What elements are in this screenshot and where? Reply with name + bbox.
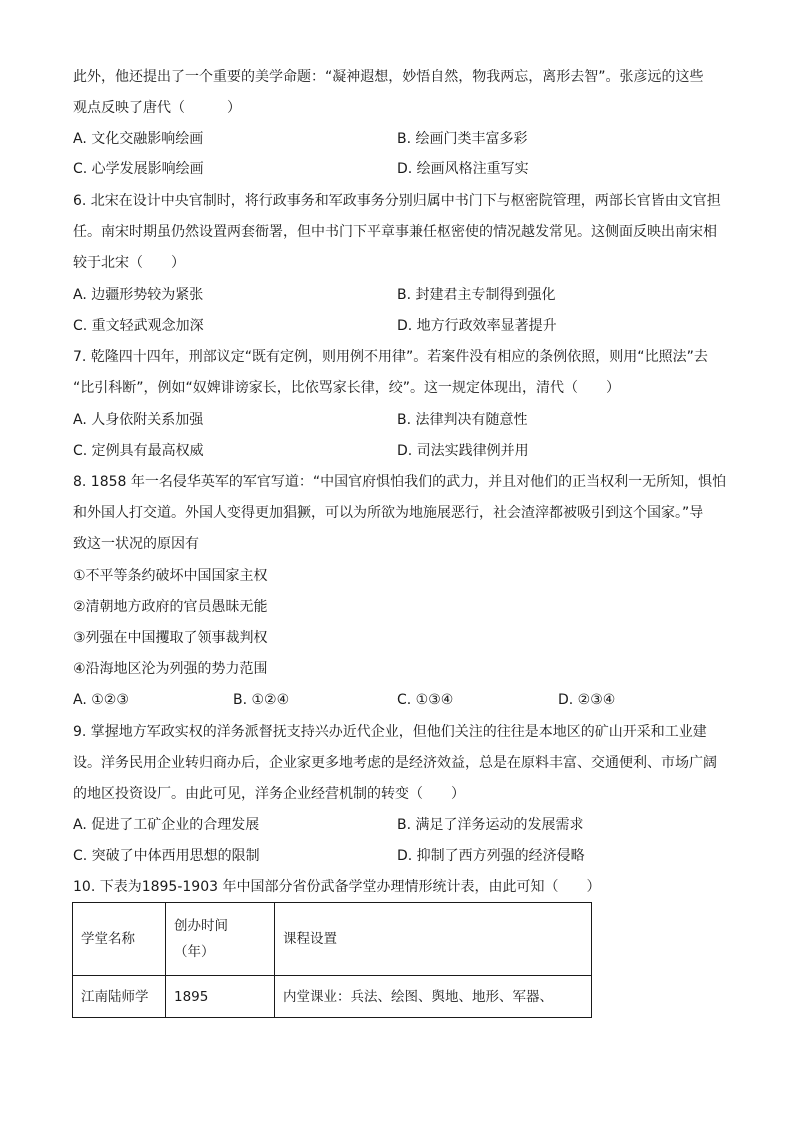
military-academy-table — [72, 902, 592, 1018]
q6-stem-line-3: 较于北宋（ ） — [73, 255, 185, 271]
q8-statement-4: ④沿海地区沦为列强的势力范围 — [73, 661, 268, 677]
table-header-founding-year — [166, 903, 275, 976]
q8-stem-line-2: 和外国人打交道。外国人变得更加猖獗，可以为所欲为地施展恶行，社会渣滓都被吸引到这个国家。”导 — [73, 505, 704, 521]
q8-option-d: D. ②③④ — [558, 692, 616, 708]
q8-stem-line-3: 致这一状况的原因有 — [73, 536, 199, 552]
q6-option-d: D. 地方行政效率显著提升 — [397, 318, 557, 334]
table-cell-school-name: 江南陆师学 — [73, 976, 166, 1018]
q5-stem-line-1: 此外，他还提出了一个重要的美学命题：“凝神遐想，妙悟自然，物我两忘，离形去智”。张彦远的这些 — [73, 69, 704, 85]
q6-stem-line-2: 任。南宋时期虽仍然设置两套衙署，但中书门下平章事兼任枢密使的情况越发常见。这侧面反映出南宋相 — [73, 224, 717, 240]
table-header-curriculum: 课程设置 — [275, 903, 592, 976]
q5-option-d: D. 绘画风格注重写实 — [397, 161, 529, 177]
q8-option-b: B. ①②④ — [233, 692, 290, 708]
q5-option-a: A. 文化交融影响绘画 — [73, 131, 204, 147]
table-header-founding-year-line-1: 创办时间 — [174, 918, 228, 934]
q6-option-c: C. 重文轻武观念加深 — [73, 318, 204, 334]
q9-option-a: A. 促进了工矿企业的合理发展 — [73, 817, 260, 833]
table-cell-curriculum: 内堂课业：兵法、绘图、舆地、地形、军器、 — [275, 976, 592, 1018]
q9-stem-line-1: 9. 掌握地方军政实权的洋务派督抚支持兴办近代企业，但他们关注的往往是本地区的矿山开采和工业建 — [73, 724, 707, 740]
q5-stem-line-2: 观点反映了唐代（ ） — [73, 100, 241, 116]
q7-stem-line-2: “比引科断”，例如“奴婢诽谤家长，比依骂家长律，绞”。这一规定体现出，清代（ ） — [73, 380, 621, 396]
q9-option-b: B. 满足了洋务运动的发展需求 — [397, 817, 584, 833]
q8-option-c: C. ①③④ — [397, 692, 454, 708]
table-header-school-name: 学堂名称 — [73, 903, 166, 976]
q8-statement-3: ③列强在中国攫取了领事裁判权 — [73, 630, 268, 646]
q7-stem-line-1: 7. 乾隆四十四年，刑部议定“既有定例，则用例不用律”。若案件没有相应的条例依照，则用“比照法”去 — [73, 349, 708, 365]
table-row — [73, 976, 592, 1018]
table-cell-founding-year: 1895 — [166, 976, 275, 1018]
q7-option-a: A. 人身依附关系加强 — [73, 412, 204, 428]
q7-option-c: C. 定例具有最高权威 — [73, 443, 204, 459]
q6-option-a: A. 边疆形势较为紧张 — [73, 287, 204, 303]
q5-option-c: C. 心学发展影响绘画 — [73, 161, 204, 177]
table-header-row — [73, 903, 592, 976]
q5-option-b: B. 绘画门类丰富多彩 — [397, 131, 528, 147]
q9-option-d: D. 抑制了西方列强的经济侵略 — [397, 848, 585, 864]
q10-stem-line-1: 10. 下表为1895-1903 年中国部分省份武备学堂办理情形统计表，由此可知（ ） — [73, 879, 601, 895]
q9-stem-line-3: 的地区投资设厂。由此可见，洋务企业经营机制的转变（ ） — [73, 786, 465, 802]
q9-option-c: C. 突破了中体西用思想的限制 — [73, 848, 260, 864]
q8-statement-1: ①不平等条约破坏中国国家主权 — [73, 568, 268, 584]
q7-option-b: B. 法律判决有随意性 — [397, 412, 528, 428]
q8-statement-2: ②清朝地方政府的官员愚昧无能 — [73, 599, 268, 615]
table-header-founding-year-line-2: （年） — [174, 944, 215, 960]
q8-stem-line-1: 8. 1858 年一名侵华英军的军官写道：“中国官府惧怕我们的武力，并且对他们的正当权利一无所知，惧怕 — [73, 474, 727, 490]
q7-option-d: D. 司法实践律例并用 — [397, 443, 529, 459]
q6-option-b: B. 封建君主专制得到强化 — [397, 287, 556, 303]
q8-option-a: A. ①②③ — [73, 692, 129, 708]
q9-stem-line-2: 设。洋务民用企业转归商办后，企业家更多地考虑的是经济效益，总是在原料丰富、交通便利、市场广阔 — [73, 755, 717, 771]
q6-stem-line-1: 6. 北宋在设计中央官制时，将行政事务和军政事务分别归属中书门下与枢密院管理，两部长官皆由文官担 — [73, 193, 721, 209]
